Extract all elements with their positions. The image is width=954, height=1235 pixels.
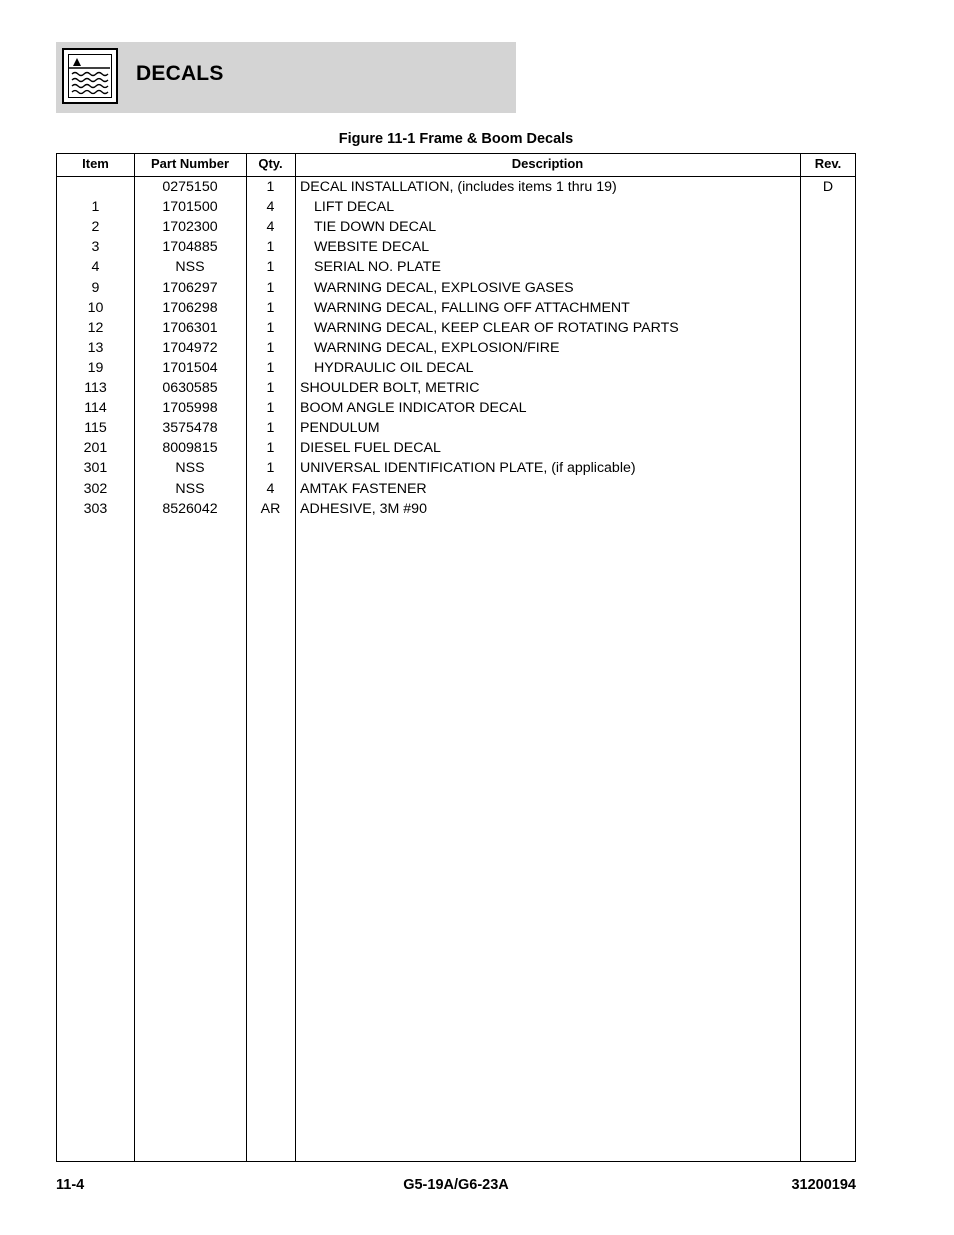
table-row xyxy=(57,217,855,237)
table-row xyxy=(57,298,855,318)
cell-description: UNIVERSAL IDENTIFICATION PLATE, (if applicable) xyxy=(300,460,636,477)
column-header-description: Description xyxy=(511,156,584,171)
column-header-item: Item xyxy=(82,156,109,171)
cell-part-number: NSS xyxy=(175,460,205,477)
cell-qty: 1 xyxy=(266,359,275,376)
page-title: DECALS xyxy=(136,62,224,85)
document-number: 31200194 xyxy=(791,1177,856,1193)
cell-description: PENDULUM xyxy=(300,420,380,437)
table-row xyxy=(57,378,855,398)
cell-description: SHOULDER BOLT, METRIC xyxy=(300,380,480,396)
cell-item: 115 xyxy=(84,420,107,437)
cell-rev: D xyxy=(822,179,834,195)
cell-qty: 1 xyxy=(266,279,275,296)
cell-part-number: 1702300 xyxy=(162,219,218,236)
table-row xyxy=(57,237,855,257)
table-row xyxy=(57,458,855,478)
cell-item: 12 xyxy=(87,319,104,336)
cell-item: 2 xyxy=(91,219,100,236)
cell-description: ADHESIVE, 3M #90 xyxy=(300,500,427,517)
cell-description: WARNING DECAL, FALLING OFF ATTACHMENT xyxy=(314,299,630,316)
cell-description: DIESEL FUEL DECAL xyxy=(300,440,441,457)
cell-item: 4 xyxy=(91,259,100,276)
cell-item: 1 xyxy=(91,199,100,216)
cell-item: 3 xyxy=(91,239,100,256)
cell-qty: 1 xyxy=(266,299,275,316)
cell-part-number: 8009815 xyxy=(162,440,218,457)
cell-part-number: 1706298 xyxy=(162,299,218,316)
cell-item: 303 xyxy=(83,500,108,517)
table-row xyxy=(57,358,855,378)
table-row xyxy=(57,398,855,418)
cell-qty: 1 xyxy=(266,179,275,195)
table-row xyxy=(57,278,855,298)
cell-item: 19 xyxy=(87,359,104,376)
cell-item: 201 xyxy=(83,440,108,457)
cell-part-number: 3575478 xyxy=(162,420,218,437)
cell-description: WEBSITE DECAL xyxy=(314,239,430,256)
column-header-qty: Qty. xyxy=(258,156,283,171)
figure-title: Figure 11-1 Frame & Boom Decals xyxy=(338,131,574,147)
cell-description: AMTAK FASTENER xyxy=(300,480,427,497)
water-level-icon xyxy=(62,48,118,104)
table-row xyxy=(57,177,855,197)
cell-qty: 4 xyxy=(266,480,275,497)
table-row xyxy=(57,499,855,519)
cell-qty: 4 xyxy=(266,199,275,216)
cell-qty: 1 xyxy=(266,239,275,256)
page-number: 11-4 xyxy=(56,1177,85,1193)
cell-part-number: 0630585 xyxy=(162,380,218,396)
cell-part-number: NSS xyxy=(175,480,205,497)
cell-description: WARNING DECAL, KEEP CLEAR OF ROTATING PARTS xyxy=(314,319,679,336)
cell-qty: 1 xyxy=(266,339,275,356)
model-number: G5-19A/G6-23A xyxy=(403,1177,509,1193)
column-header-part-number: Part Number xyxy=(150,156,230,171)
cell-part-number: 0275150 xyxy=(162,179,218,195)
section-header-band xyxy=(56,42,516,113)
cell-qty: 1 xyxy=(266,259,275,276)
cell-part-number: 1704885 xyxy=(162,239,218,256)
cell-qty: AR xyxy=(260,500,281,517)
cell-description: TIE DOWN DECAL xyxy=(314,219,437,236)
cell-description: HYDRAULIC OIL DECAL xyxy=(314,359,474,376)
cell-qty: 1 xyxy=(266,400,275,417)
table-row xyxy=(57,338,855,358)
cell-qty: 1 xyxy=(266,380,275,396)
cell-description: LIFT DECAL xyxy=(314,199,395,216)
column-header-rev: Rev. xyxy=(814,156,842,171)
cell-qty: 4 xyxy=(266,219,275,236)
cell-item: 10 xyxy=(87,299,104,316)
table-row xyxy=(57,479,855,499)
table-row xyxy=(57,438,855,458)
parts-table xyxy=(56,153,856,1162)
cell-part-number: 1701500 xyxy=(162,199,218,216)
cell-description: SERIAL NO. PLATE xyxy=(314,259,441,276)
cell-qty: 1 xyxy=(266,420,275,437)
cell-qty: 1 xyxy=(266,460,275,477)
cell-part-number: 8526042 xyxy=(162,500,218,517)
cell-description: WARNING DECAL, EXPLOSION/FIRE xyxy=(314,339,560,356)
table-row xyxy=(57,418,855,438)
cell-item: 114 xyxy=(84,400,107,417)
cell-item: 113 xyxy=(84,380,107,396)
cell-part-number: 1701504 xyxy=(162,359,218,376)
cell-description: BOOM ANGLE INDICATOR DECAL xyxy=(300,400,527,417)
cell-item: 13 xyxy=(87,339,104,356)
cell-part-number: 1704972 xyxy=(162,339,218,356)
table-row xyxy=(57,257,855,277)
table-row xyxy=(57,318,855,338)
cell-item: 9 xyxy=(91,279,100,296)
cell-item: 301 xyxy=(83,460,108,477)
cell-part-number: NSS xyxy=(175,259,205,276)
cell-description: DECAL INSTALLATION, (includes items 1 thru 19) xyxy=(300,179,617,195)
cell-part-number: 1706301 xyxy=(162,319,218,336)
cell-item: 302 xyxy=(83,480,108,497)
cell-description: WARNING DECAL, EXPLOSIVE GASES xyxy=(314,279,574,296)
table-row xyxy=(57,197,855,217)
cell-part-number: 1705998 xyxy=(162,400,218,417)
cell-part-number: 1706297 xyxy=(162,279,218,296)
cell-qty: 1 xyxy=(266,319,275,336)
cell-qty: 1 xyxy=(266,440,275,457)
